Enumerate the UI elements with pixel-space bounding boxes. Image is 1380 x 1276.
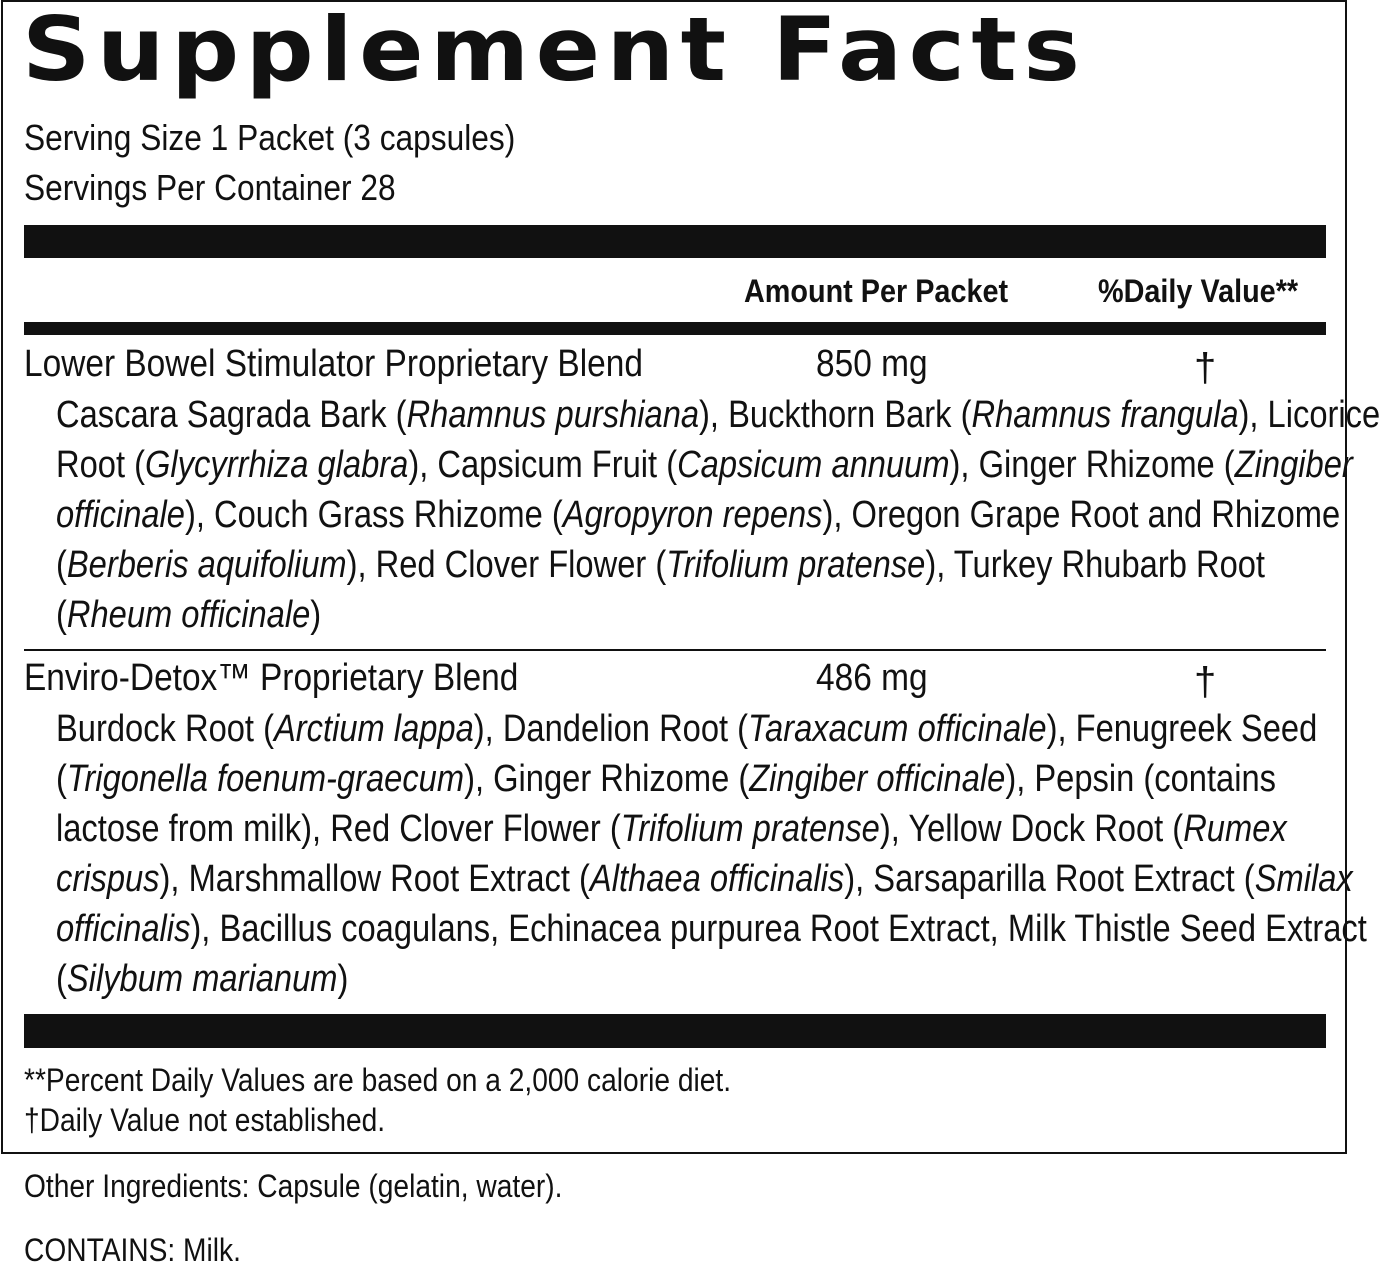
ingredient-text: ), Turkey Rhubarb Root ( (56, 544, 1266, 636)
ingredient-text: ), Fenugreek Seed ( (56, 708, 1318, 800)
ingredient-latin-name: Trigonella foenum-graecum (66, 758, 465, 800)
thick-divider-bottom (24, 1014, 1326, 1048)
ingredient-latin-name: Taraxacum officinale (748, 708, 1047, 750)
ingredient-text: ), Pepsin (contains lactose from milk), Red Clover Flower ( (56, 758, 1277, 850)
thick-divider-top (24, 225, 1326, 258)
ingredient-text: ), Couch Grass Rhizome ( (184, 494, 563, 536)
ingredient-text: ), Oregon Grape Root and Rhizome ( (56, 494, 1341, 586)
ingredient-text: ), Ginger Rhizome ( (464, 758, 750, 800)
ingredient-text: ), Buckthorn Bark ( (699, 394, 972, 436)
ingredient-text: Cascara Sagrada Bark ( (56, 394, 407, 436)
ingredient-latin-name: Arctium lappa (273, 708, 474, 750)
ingredient-text: ), Dandelion Root ( (473, 708, 749, 750)
allergen-statement: CONTAINS: Milk. (24, 1232, 241, 1268)
amount-header: Amount Per Packet (744, 273, 1009, 309)
ingredient-text: ), Red Clover Flower ( (346, 544, 667, 586)
ingredient-latin-name: Zingiber officinale (56, 444, 1353, 536)
blend-daily-value: † (1194, 660, 1217, 704)
ingredient-latin-name: Althaea officinalis (589, 858, 845, 900)
ingredient-latin-name: Rhamnus purshiana (406, 394, 700, 436)
serving-size: Serving Size 1 Packet (3 capsules) (24, 117, 516, 158)
ingredient-latin-name: Capsicum annuum (677, 444, 950, 486)
blend-amount: 850 mg (816, 343, 928, 385)
ingredient-text: ) (310, 594, 322, 636)
ingredient-text: ), Sarsaparilla Root Extract ( (844, 858, 1255, 900)
blend-daily-value: † (1194, 346, 1217, 390)
ingredient-latin-name: Rhamnus frangula (971, 394, 1239, 436)
blend-ingredients (56, 704, 1380, 1004)
ingredient-latin-name: Glycyrrhiza glabra (144, 444, 409, 486)
ingredient-latin-name: Rumex crispus (56, 808, 1287, 900)
ingredient-text: ), Ginger Rhizome ( (949, 444, 1235, 486)
ingredient-latin-name: Berberis aquifolium (66, 544, 347, 586)
blend-ingredients (56, 390, 1380, 640)
ingredient-latin-name: Trifolium pratense (666, 544, 926, 586)
ingredient-text: Burdock Root ( (56, 708, 274, 750)
ingredient-latin-name: Trifolium pratense (620, 808, 880, 850)
ingredient-latin-name: Silybum marianum (66, 958, 338, 1000)
ingredient-text: ), Bacillus coagulans, Echinacea purpurea Root Extract, Milk Thistle Seed Extract ( (56, 908, 1367, 1000)
ingredient-latin-name: Agropyron repens (562, 494, 823, 536)
blend-name: Enviro-Detox™ Proprietary Blend (24, 657, 519, 699)
daily-value-header: %Daily Value** (1098, 273, 1299, 309)
other-ingredients: Other Ingredients: Capsule (gelatin, water). (24, 1168, 563, 1204)
ingredient-text: ), Yellow Dock Root ( (879, 808, 1184, 850)
ingredient-latin-name: Smilax officinalis (56, 858, 1353, 950)
label-title: Supplement Facts (22, 0, 1087, 101)
servings-per-container: Servings Per Container 28 (24, 167, 396, 208)
blend-amount: 486 mg (816, 657, 928, 699)
ingredient-text: ), Capsicum Fruit ( (408, 444, 678, 486)
ingredient-latin-name: Zingiber officinale (749, 758, 1006, 800)
medium-divider (24, 322, 1326, 335)
thin-divider (24, 649, 1326, 651)
footnote-daily-values: **Percent Daily Values are based on a 2,000 calorie diet. (24, 1062, 732, 1098)
ingredient-text: ) (337, 958, 349, 1000)
ingredient-latin-name: Rheum officinale (66, 594, 311, 636)
ingredient-text: ), Licorice Root ( (56, 394, 1380, 486)
ingredient-text: ), Marshmallow Root Extract ( (159, 858, 590, 900)
footnote-dagger: †Daily Value not established. (24, 1102, 386, 1138)
blend-name: Lower Bowel Stimulator Proprietary Blend (24, 343, 643, 385)
